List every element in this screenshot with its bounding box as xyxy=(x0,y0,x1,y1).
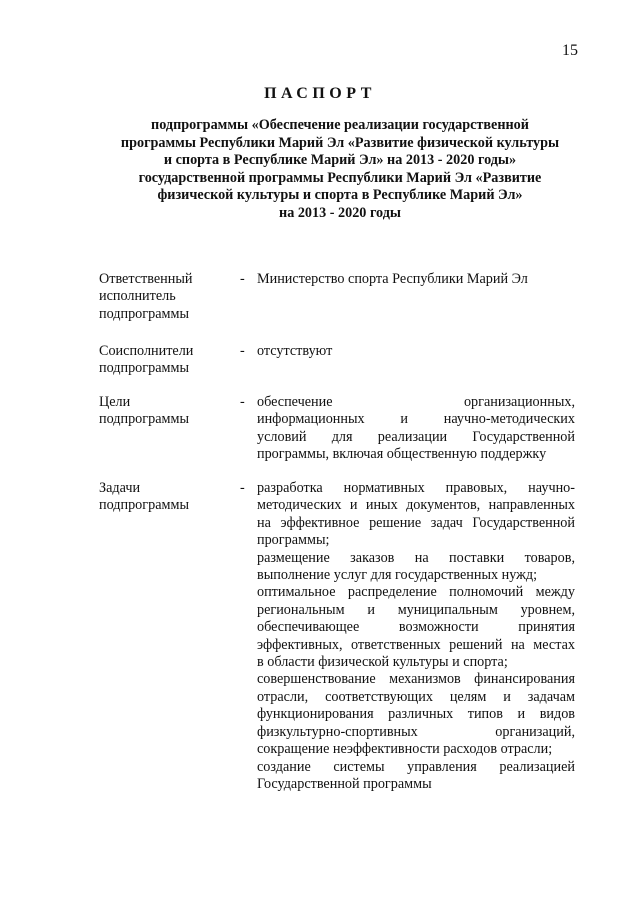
field-label xyxy=(99,343,229,378)
subtitle-line: физической культуры и спорта в Республике Марий Эл» xyxy=(157,187,523,203)
field-value-line: отрасли, соответствующих целям и задачам xyxy=(257,688,575,705)
field-value-line: условий для реализации Государственной xyxy=(257,428,575,445)
field-label-line: исполнитель xyxy=(99,288,176,305)
field-value-line: отсутствуют xyxy=(257,343,333,359)
field-value-line: программы, включая общественную поддержку xyxy=(257,446,547,463)
field-label xyxy=(99,271,229,323)
field-value-line: совершенствование механизмов финансирования xyxy=(257,671,575,688)
field-label-line: подпрограммы xyxy=(99,360,189,377)
field-dash: - xyxy=(240,271,245,287)
field-value-line: эффективных, ответственных решений на местах xyxy=(257,636,575,653)
field-value-line: обеспечивающее возможности принятия xyxy=(257,619,575,636)
field-label-line: Ответственный xyxy=(99,271,193,287)
field-label-line: подпрограммы xyxy=(99,497,189,514)
field-value-line: разработка нормативных правовых, научно- xyxy=(257,480,575,496)
field-value-line: информационных и научно-методических xyxy=(257,411,575,428)
field-value xyxy=(257,343,575,360)
page-number: 15 xyxy=(562,42,578,59)
field-value-line: программы; xyxy=(257,532,330,549)
subtitle-line: подпрограммы «Обеспечение реализации государственной xyxy=(151,117,529,133)
subtitle-line: на 2013 - 2020 годы xyxy=(279,204,401,221)
field-value xyxy=(257,394,575,464)
field-dash: - xyxy=(240,343,245,359)
field-label xyxy=(99,480,229,515)
subtitle-line: программы Республики Марий Эл «Развитие физической культуры xyxy=(120,134,560,151)
field-value-line: размещение заказов на поставки товаров, xyxy=(257,549,575,566)
field-value-line: создание системы управления реализацией xyxy=(257,758,575,775)
field-dash: - xyxy=(240,394,245,410)
field-value-line: Государственной программы xyxy=(257,775,432,792)
field-value-line: оптимальное распределение полномочий между xyxy=(257,584,575,601)
field-value-line: региональным и муниципальным уровнем, xyxy=(257,601,575,618)
field-label-line: Соисполнители xyxy=(99,343,194,359)
subtitle-line: и спорта в Республике Марий Эл» на 2013 - 2020 годы» xyxy=(163,152,517,168)
document-subtitle xyxy=(100,117,580,222)
field-label-line: подпрограммы xyxy=(99,305,189,322)
field-value-line: физкультурно-спортивных организаций, xyxy=(257,723,575,740)
field-label-line: Цели xyxy=(99,394,131,410)
field-value-line: выполнение услуг для государственных нужд; xyxy=(257,567,538,584)
field-value-line: на эффективное решение задач Государственной xyxy=(257,514,575,531)
field-value-line: обеспечение организационных, xyxy=(257,394,575,410)
field-dash: - xyxy=(240,480,245,496)
field-value xyxy=(257,480,575,793)
field-value-line: функционирования различных типов и видов xyxy=(257,706,575,723)
field-value-line: методических и иных документов, направленных xyxy=(257,497,575,514)
field-value-line: сокращение неэффективности расходов отрасли; xyxy=(257,741,553,758)
subtitle-line: государственной программы Республики Марий Эл «Развитие xyxy=(138,169,542,186)
field-value-line: в области физической культуры и спорта; xyxy=(257,654,508,671)
document-title: ПАСПОРТ xyxy=(264,85,376,102)
field-label-line: подпрограммы xyxy=(99,411,189,428)
field-value xyxy=(257,271,575,288)
field-label-line: Задачи xyxy=(99,480,141,496)
field-value-line: Министерство спорта Республики Марий Эл xyxy=(257,271,528,287)
field-label xyxy=(99,394,229,429)
